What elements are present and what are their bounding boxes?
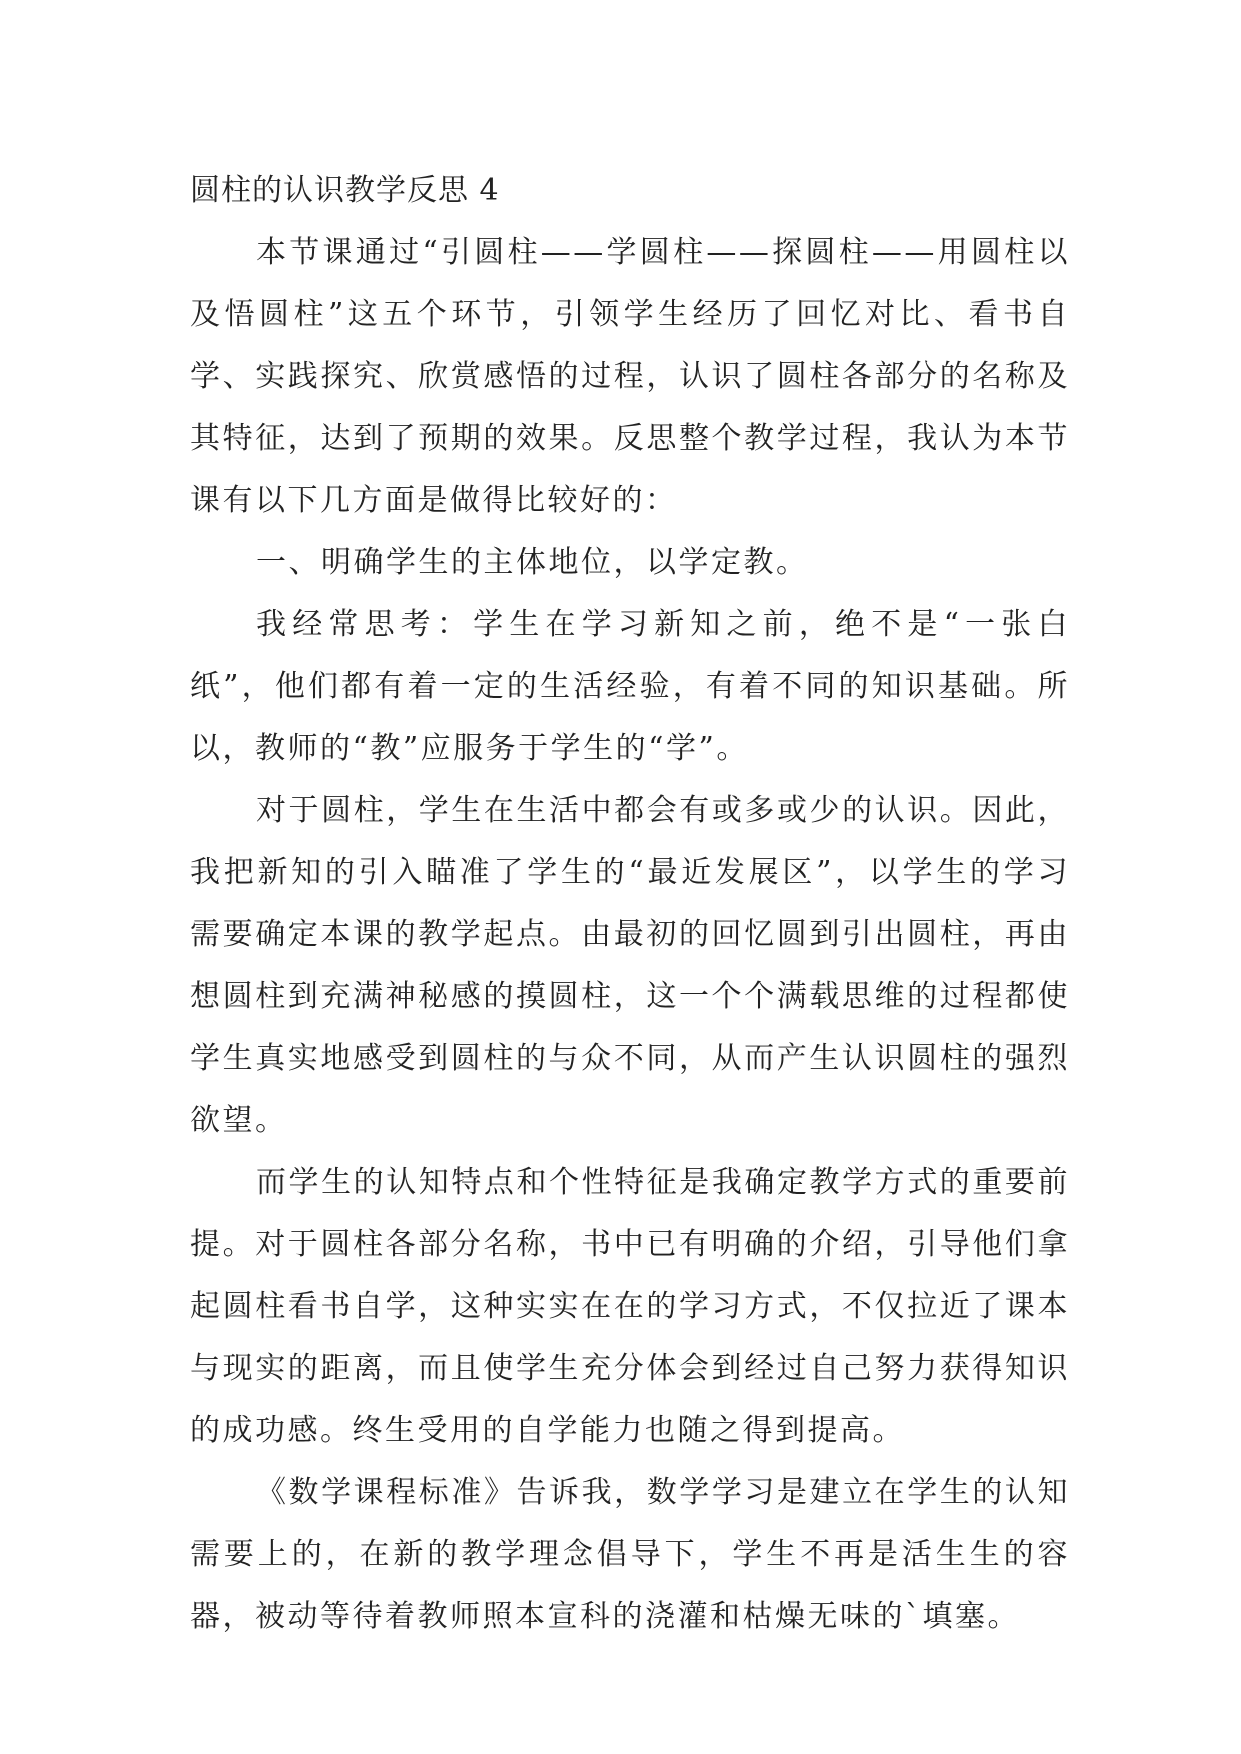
document-body (190, 160, 1070, 1648)
paragraph-intro: 本节课通过“引圆柱——学圆柱——探圆柱——用圆柱以及悟圆柱”这五个环节，引领学生经历了回忆对比、看书自学、实践探究、欣赏感悟的过程，认识了圆柱各部分的名称及其特征，达到了预期的效果。反思整个教学过程，我认为本节课有以下几方面是做得比较好的： (190, 235, 1070, 518)
document-title: 圆柱的认识教学反思 4 (190, 173, 500, 208)
paragraph-cognitive-features: 而学生的认知特点和个性特征是我确定教学方式的重要前提。对于圆柱各部分名称，书中已有明确的介绍，引导他们拿起圆柱看书自学，这种实实在在的学习方式，不仅拉近了课本与现实的距离，而且使学生充分体会到经过自己努力获得知识的成功感。终生受用的自学能力也随之得到提高。 (190, 1165, 1070, 1448)
paragraph-heading-one: 一、明确学生的主体地位，以学定教。 (256, 545, 809, 580)
paragraph-curriculum-standard: 《数学课程标准》告诉我，数学学习是建立在学生的认知需要上的，在新的教学理念倡导下，学生不再是活生生的容器，被动等待着教师照本宣科的浇灌和枯燥无味的`填塞。 (190, 1475, 1070, 1634)
paragraph-cylinder-intro: 对于圆柱，学生在生活中都会有或多或少的认识。因此，我把新知的引入瞄准了学生的“最近发展区”，以学生的学习需要确定本课的教学起点。由最初的回忆圆到引出圆柱，再由想圆柱到充满神秘感的摸圆柱，这一个个满载思维的过程都使学生真实地感受到圆柱的与众不同，从而产生认识圆柱的强烈欲望。 (190, 793, 1070, 1138)
paragraph-thinking: 我经常思考：学生在学习新知之前，绝不是“一张白纸”，他们都有着一定的生活经验，有着不同的知识基础。所以，教师的“教”应服务于学生的“学”。 (190, 607, 1070, 766)
